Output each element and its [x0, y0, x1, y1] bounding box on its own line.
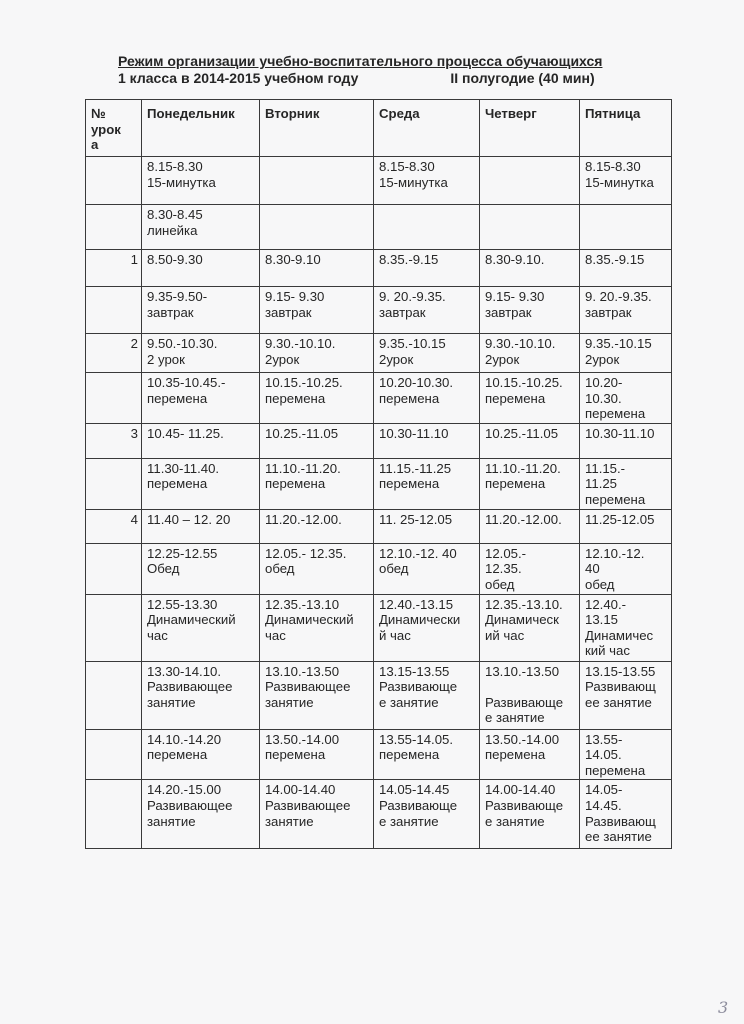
- cell-text: 9.15- 9.30 завтрак: [265, 289, 325, 320]
- wednesday-cell: [374, 250, 480, 287]
- table-row: [86, 334, 672, 373]
- table-row: [86, 157, 672, 205]
- cell-text: 9. 20.-9.35. завтрак: [379, 289, 446, 320]
- tuesday-cell: [260, 594, 374, 661]
- table-row: [86, 543, 672, 594]
- cell-text: 10.20-10.30. перемена: [379, 375, 454, 406]
- cell-text: 11. 25-12.05: [379, 511, 453, 527]
- table-row: [86, 250, 672, 287]
- wednesday-cell: [374, 661, 480, 729]
- cell-text: 11.15.- 11.25 перемена: [585, 460, 646, 507]
- lesson-number-cell: [86, 373, 142, 424]
- schedule-table: [85, 99, 672, 849]
- lesson-number-cell: [86, 780, 142, 849]
- monday-cell: [142, 373, 260, 424]
- monday-cell: [142, 509, 260, 543]
- wednesday-cell: [374, 780, 480, 849]
- cell-text: 10.35-10.45.- перемена: [147, 375, 226, 406]
- cell-text: 8.35.-9.15: [379, 252, 439, 267]
- thursday-cell: [480, 780, 580, 849]
- table-row: [86, 423, 672, 458]
- cell-text: 8.30-9.10: [265, 252, 321, 267]
- cell-text: 12.25-12.55 Обед: [147, 545, 218, 577]
- monday-cell: [142, 287, 260, 334]
- cell-text: 9.30.-10.10. 2урок: [485, 336, 556, 367]
- table-row: [86, 205, 672, 250]
- table-row: [86, 729, 672, 780]
- monday-cell: [142, 729, 260, 780]
- table-row: [86, 287, 672, 334]
- wednesday-cell: [374, 287, 480, 334]
- monday-cell: [142, 334, 260, 373]
- cell-text: 11.20.-12.00.: [265, 511, 342, 527]
- cell-text: 8.30-9.10.: [485, 252, 545, 267]
- cell-text: 4: [130, 511, 138, 527]
- cell-text: 12.35.-13.10 Динамический час: [265, 596, 354, 643]
- friday-cell: [580, 729, 672, 780]
- lesson-number-cell: [86, 543, 142, 594]
- lesson-number-cell: [86, 205, 142, 250]
- friday-cell: [580, 594, 672, 661]
- monday-cell: [142, 543, 260, 594]
- header-thursday: Четверг: [480, 100, 580, 157]
- header-row: [86, 100, 672, 157]
- cell-text: 14.00-14.40 Развивающе е занятие: [485, 782, 564, 829]
- cell-text: 9.35.-10.15 2урок: [379, 336, 446, 367]
- thursday-cell: [480, 543, 580, 594]
- lesson-number-cell: [86, 334, 142, 373]
- tuesday-cell: [260, 729, 374, 780]
- monday-cell: [142, 458, 260, 509]
- cell-text: 11.15.-11.25 перемена: [379, 460, 452, 492]
- thursday-cell: [480, 661, 580, 729]
- wednesday-cell: [374, 543, 480, 594]
- lesson-number-cell: [86, 509, 142, 543]
- cell-text: 12.40.-13.15 Динамически й час: [379, 596, 461, 643]
- cell-text: 14.00-14.40 Развивающее занятие: [265, 782, 351, 829]
- document-title: [118, 53, 658, 87]
- table-row: [86, 780, 672, 849]
- cell-text: 14.20.-15.00 Развивающее занятие: [147, 782, 233, 829]
- cell-text: 14.10.-14.20 перемена: [147, 731, 222, 763]
- cell-text: 3: [130, 425, 138, 441]
- cell-text: 13.50.-14.00 перемена: [485, 731, 560, 763]
- thursday-cell: [480, 594, 580, 661]
- cell-text: 8.30-8.45 линейка: [147, 207, 203, 238]
- cell-text: 13.55-14.05. перемена: [379, 731, 454, 763]
- cell-text: 10.25.-11.05: [485, 425, 559, 441]
- thursday-cell: [480, 205, 580, 250]
- wednesday-cell: [374, 157, 480, 205]
- cell-text: 10.15.-10.25. перемена: [265, 375, 343, 406]
- thursday-cell: [480, 458, 580, 509]
- cell-text: 11.10.-11.20. перемена: [265, 460, 341, 492]
- friday-cell: [580, 287, 672, 334]
- monday-cell: [142, 594, 260, 661]
- lesson-number-cell: [86, 458, 142, 509]
- title-semester: II полугодие (40 мин): [450, 70, 595, 86]
- cell-text: 2: [130, 336, 138, 351]
- wednesday-cell: [374, 373, 480, 424]
- page-number: 3: [718, 998, 729, 1017]
- friday-cell: [580, 157, 672, 205]
- table-row: [86, 509, 672, 543]
- thursday-cell: [480, 373, 580, 424]
- tuesday-cell: [260, 250, 374, 287]
- cell-text: 13.15-13.55 Развивающ ее занятие: [585, 663, 656, 710]
- cell-text: 11.30-11.40. перемена: [147, 460, 220, 492]
- header-tuesday: Вторник: [260, 100, 374, 157]
- cell-text: 13.10.-13.50 Развивающе е занятие: [485, 663, 564, 726]
- cell-text: 9.15- 9.30 завтрак: [485, 289, 545, 320]
- tuesday-cell: [260, 334, 374, 373]
- thursday-cell: [480, 334, 580, 373]
- header-friday: Пятница: [580, 100, 672, 157]
- lesson-number-cell: [86, 287, 142, 334]
- friday-cell: [580, 205, 672, 250]
- thursday-cell: [480, 729, 580, 780]
- wednesday-cell: [374, 334, 480, 373]
- friday-cell: [580, 661, 672, 729]
- cell-text: 9. 20.-9.35. завтрак: [585, 289, 652, 320]
- cell-text: 9.35.-10.15 2урок: [585, 336, 652, 367]
- cell-text: 12.10.-12. 40 обед: [379, 545, 457, 577]
- cell-text: 12.55-13.30 Динамический час: [147, 596, 236, 643]
- cell-text: 12.10.-12. 40 обед: [585, 545, 645, 592]
- title-line-1: Режим организации учебно-воспитательного процесса обучающихся: [118, 53, 603, 69]
- thursday-cell: [480, 287, 580, 334]
- table-row: [86, 373, 672, 424]
- lesson-number-cell: [86, 661, 142, 729]
- monday-cell: [142, 423, 260, 458]
- cell-text: 11.10.-11.20. перемена: [485, 460, 561, 492]
- cell-text: 10.45- 11.25.: [147, 425, 224, 441]
- tuesday-cell: [260, 780, 374, 849]
- cell-text: 8.50-9.30: [147, 252, 203, 267]
- lesson-number-cell: [86, 250, 142, 287]
- tuesday-cell: [260, 205, 374, 250]
- cell-text: 10.20- 10.30. перемена: [585, 375, 646, 422]
- cell-text: 13.15-13.55 Развивающе е занятие: [379, 663, 458, 710]
- lesson-number-cell: [86, 157, 142, 205]
- monday-cell: [142, 157, 260, 205]
- cell-text: 13.30-14.10. Развивающее занятие: [147, 663, 233, 710]
- cell-text: 9.35-9.50- завтрак: [147, 289, 208, 320]
- cell-text: 12.05.- 12.35. обед: [485, 545, 527, 592]
- friday-cell: [580, 543, 672, 594]
- tuesday-cell: [260, 661, 374, 729]
- cell-text: 13.10.-13.50 Развивающее занятие: [265, 663, 351, 710]
- friday-cell: [580, 250, 672, 287]
- cell-text: 1: [130, 252, 138, 267]
- cell-text: 9.50.-10.30. 2 урок: [147, 336, 218, 367]
- cell-text: 13.55- 14.05. перемена: [585, 731, 646, 778]
- monday-cell: [142, 250, 260, 287]
- tuesday-cell: [260, 157, 374, 205]
- friday-cell: [580, 780, 672, 849]
- friday-cell: [580, 509, 672, 543]
- cell-text: 11.40 – 12. 20: [147, 511, 231, 527]
- thursday-cell: [480, 509, 580, 543]
- tuesday-cell: [260, 543, 374, 594]
- lesson-number-cell: [86, 729, 142, 780]
- cell-text: 8.15-8.30 15-минутка: [147, 159, 216, 190]
- cell-text: 13.50.-14.00 перемена: [265, 731, 340, 763]
- friday-cell: [580, 373, 672, 424]
- cell-text: 14.05-14.45 Развивающе е занятие: [379, 782, 458, 829]
- friday-cell: [580, 423, 672, 458]
- tuesday-cell: [260, 423, 374, 458]
- friday-cell: [580, 458, 672, 509]
- tuesday-cell: [260, 287, 374, 334]
- header-lesson-number: № урок а: [86, 100, 142, 157]
- cell-text: 12.35.-13.10. Динамическ ий час: [485, 596, 563, 643]
- wednesday-cell: [374, 729, 480, 780]
- cell-text: 9.30.-10.10. 2урок: [265, 336, 336, 367]
- title-class-year: 1 класса в 2014-2015 учебном году: [118, 70, 359, 86]
- wednesday-cell: [374, 594, 480, 661]
- cell-text: 10.30-11.10: [585, 425, 655, 441]
- thursday-cell: [480, 157, 580, 205]
- cell-text: 8.15-8.30 15-минутка: [585, 159, 654, 190]
- lesson-number-cell: [86, 594, 142, 661]
- lesson-number-cell: [86, 423, 142, 458]
- cell-text: 10.15.-10.25. перемена: [485, 375, 563, 406]
- wednesday-cell: [374, 458, 480, 509]
- title-line-2: [118, 70, 658, 87]
- tuesday-cell: [260, 458, 374, 509]
- cell-text: 11.20.-12.00.: [485, 511, 562, 527]
- cell-text: 14.05- 14.45. Развивающ ее занятие: [585, 782, 656, 845]
- cell-text: 11.25-12.05: [585, 511, 655, 527]
- friday-cell: [580, 334, 672, 373]
- cell-text: 12.05.- 12.35. обед: [265, 545, 347, 577]
- tuesday-cell: [260, 373, 374, 424]
- cell-text: 8.35.-9.15: [585, 252, 645, 267]
- wednesday-cell: [374, 205, 480, 250]
- monday-cell: [142, 661, 260, 729]
- table-row: [86, 458, 672, 509]
- cell-text: 8.15-8.30 15-минутка: [379, 159, 448, 190]
- table-row: [86, 661, 672, 729]
- header-wednesday: Среда: [374, 100, 480, 157]
- cell-text: 12.40.- 13.15 Динамичес кий час: [585, 596, 654, 659]
- table-row: [86, 594, 672, 661]
- thursday-cell: [480, 423, 580, 458]
- monday-cell: [142, 205, 260, 250]
- monday-cell: [142, 780, 260, 849]
- header-monday: Понедельник: [142, 100, 260, 157]
- thursday-cell: [480, 250, 580, 287]
- cell-text: 10.25.-11.05: [265, 425, 339, 441]
- wednesday-cell: [374, 423, 480, 458]
- tuesday-cell: [260, 509, 374, 543]
- cell-text: 10.30-11.10: [379, 425, 449, 441]
- wednesday-cell: [374, 509, 480, 543]
